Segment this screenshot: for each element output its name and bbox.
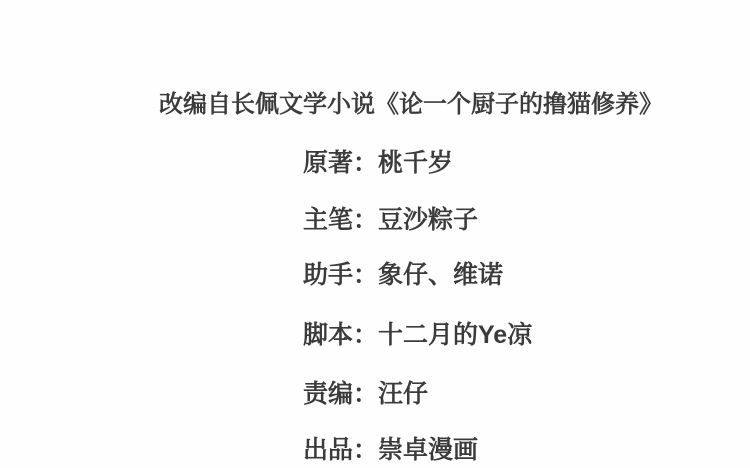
credit-line-assistants: 助手：象仔、维诺	[303, 261, 504, 289]
credit-line-original-author: 原著：桃千岁	[303, 149, 454, 177]
credit-line-lead-artist: 主笔：豆沙粽子	[303, 206, 479, 234]
credit-line-editor: 责编：汪仔	[303, 380, 429, 408]
adaptation-source-line: 改编自长佩文学小说《论一个厨子的撸猫修养》	[159, 91, 663, 118]
credit-line-producer: 出品：崇卓漫画	[303, 436, 479, 464]
credit-line-script: 脚本：十二月的Ye凉	[303, 321, 533, 349]
